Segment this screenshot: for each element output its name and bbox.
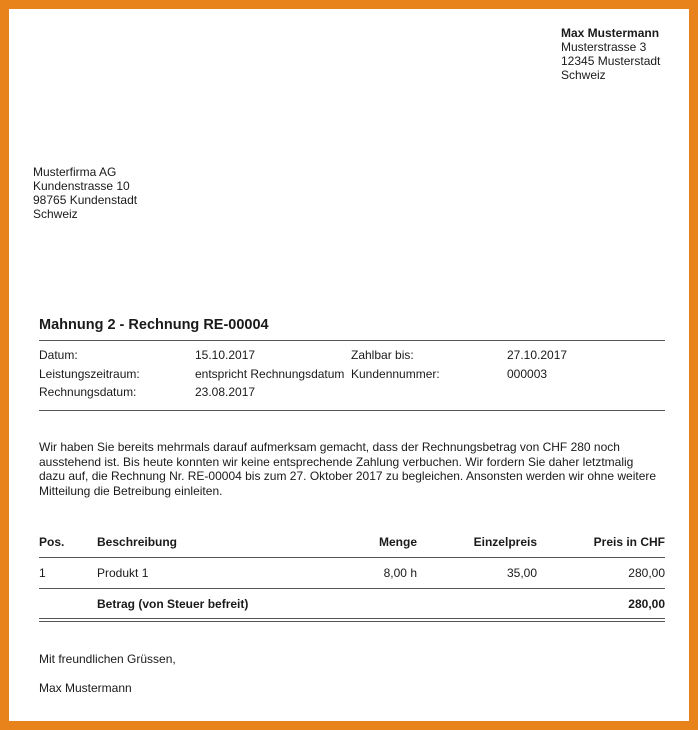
recipient-street: Kundenstrasse 10 — [33, 179, 130, 193]
col-header-preis: Preis in CHF — [593, 535, 665, 549]
row-1-preis: 280,00 — [628, 566, 665, 580]
recipient-company: Musterfirma AG — [33, 165, 117, 179]
table-header-divider — [39, 557, 665, 558]
meta-divider — [39, 410, 665, 411]
document-page — [9, 9, 689, 721]
meta-zahlbar-label: Zahlbar bis: — [351, 348, 414, 362]
col-header-einzelpreis: Einzelpreis — [473, 535, 537, 549]
meta-kunden-value: 000003 — [507, 367, 548, 381]
total-divider-top — [39, 618, 665, 619]
meta-zahlbar-value: 27.10.2017 — [507, 348, 568, 362]
sender-address — [561, 26, 660, 82]
col-header-pos: Pos. — [39, 535, 65, 549]
closing-greeting: Mit freundlichen Grüssen, — [39, 652, 176, 666]
meta-leistung-label: Leistungszeitraum: — [39, 367, 140, 381]
sender-city: 12345 Musterstadt — [561, 54, 661, 68]
sender-name: Max Mustermann — [561, 26, 660, 40]
total-value: 280,00 — [628, 597, 665, 611]
row-1-einzelpreis: 35,00 — [506, 566, 537, 580]
recipient-country: Schweiz — [33, 207, 78, 221]
document-title: Mahnung 2 - Rechnung RE-00004 — [39, 317, 269, 333]
table-row-divider — [39, 588, 665, 589]
total-divider-bottom — [39, 621, 665, 622]
meta-rechnungsdatum-label: Rechnungsdatum: — [39, 385, 137, 399]
col-header-beschreibung: Beschreibung — [97, 535, 178, 549]
sender-country: Schweiz — [561, 68, 606, 82]
row-1-menge: 8,00 h — [383, 566, 417, 580]
meta-leistung-value: entspricht Rechnungsdatum — [195, 367, 345, 381]
recipient-city: 98765 Kundenstadt — [33, 193, 138, 207]
row-1-pos: 1 — [39, 566, 46, 580]
letter-body: Wir haben Sie bereits mehrmals darauf aufmerksam gemacht, dass der Rechnungsbetrag von CHF 280 noch ausstehend ist. Bis heute konnten wir keine entsprechende Zahlung verbuchen. Wir fordern Sie daher letztmalig dazu auf, die Rechnung Nr. RE-00004 bis zum 27. Oktober 2017 zu begleichen. Ansonsten werden wir ohne weitere Mitteilung die Betreibung einleiten. — [39, 440, 657, 498]
signature-name: Max Mustermann — [39, 681, 132, 695]
meta-datum-label: Datum: — [39, 348, 78, 362]
recipient-address — [33, 165, 137, 221]
total-label: Betrag (von Steuer befreit) — [97, 597, 249, 611]
meta-datum-value: 15.10.2017 — [195, 348, 256, 362]
row-1-beschreibung: Produkt 1 — [97, 566, 149, 580]
sender-street: Musterstrasse 3 — [561, 40, 647, 54]
title-divider — [39, 340, 665, 341]
meta-kunden-label: Kundennummer: — [351, 367, 440, 381]
col-header-menge: Menge — [378, 535, 417, 549]
meta-rechnungsdatum-value: 23.08.2017 — [195, 385, 256, 399]
